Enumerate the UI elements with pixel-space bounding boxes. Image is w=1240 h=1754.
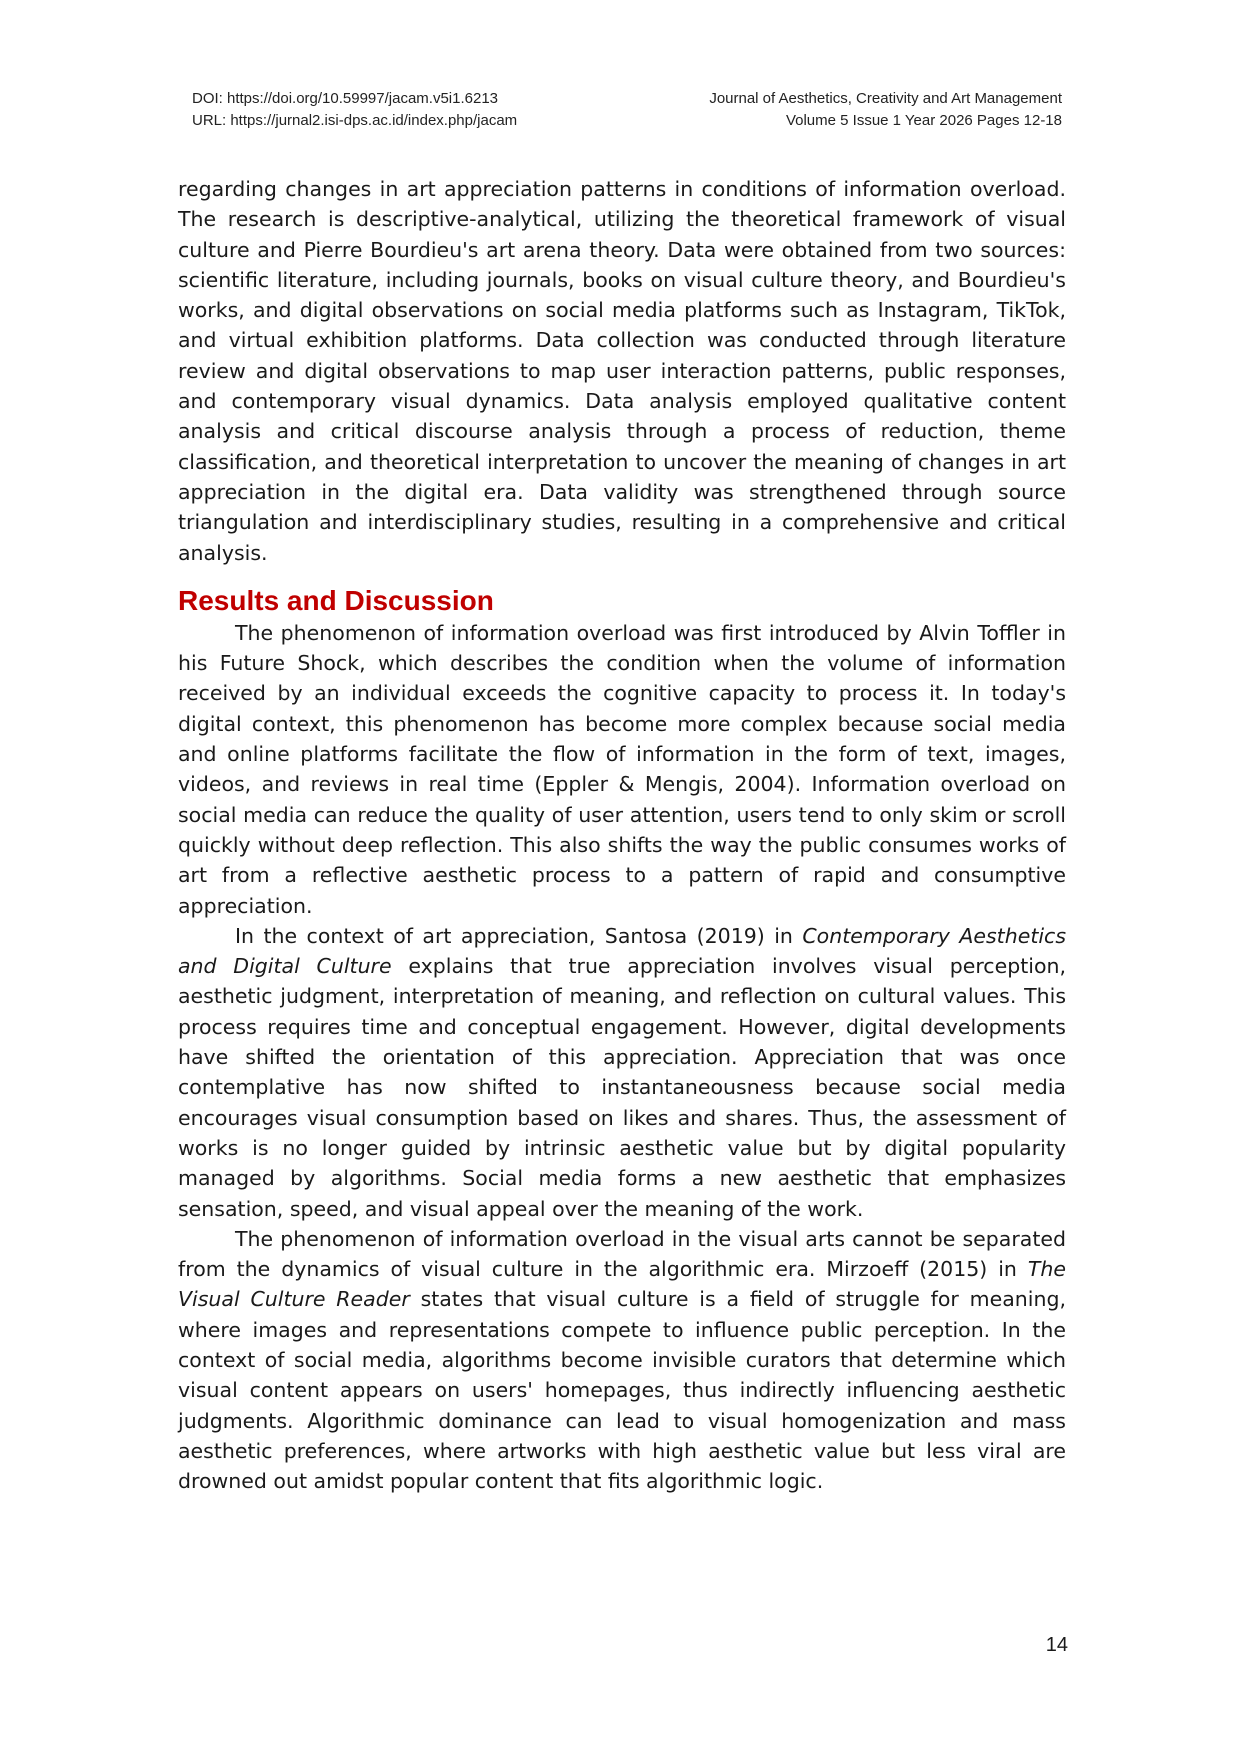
paragraph-1: The phenomenon of information overload was first introduced by Alvin Toffler in his Future Shock, which describes the condition when the volume of information received by an individual exceeds the cognitive capacity to process it. In today's digital context, this phenomenon has become more complex because social media and online platforms facilitate the flow of information in the form of text, images, videos, and reviews in real time (Eppler & Mengis, 2004). Information overload on social media can reduce the quality of user attention, users tend to only skim or scroll quickly without deep reflection. This also shifts the way the public consumes works of art from a reflective aesthetic process to a pattern of rapid and consumptive appreciation.	[178, 620, 1066, 918]
paragraph-2-before: In the context of art appreciation, Santosa (2019) in	[235, 923, 803, 948]
doi-text: DOI: https://doi.org/10.59997/jacam.v5i1.6213	[192, 90, 499, 107]
page-number: 14	[1045, 1634, 1068, 1656]
book-title-contemporary-aesthetics: Contemporary Aesthetics and Digital Culture	[178, 923, 1067, 979]
journal-name: Journal of Aesthetics, Creativity and Art Management	[709, 90, 1062, 107]
paragraph-3-before: The phenomenon of information overload in the visual arts cannot be separated from the dynamics of visual culture in the algorithmic era. Mirzoeff (2015) in	[178, 1226, 1066, 1282]
header-row-top	[192, 88, 1062, 110]
paragraph-3	[178, 1224, 1066, 1497]
method-paragraph: regarding changes in art appreciation patterns in conditions of information overload. The research is descriptive-analytical, utilizing the theoretical framework of visual culture and Pierre Bourdieu's art arena theory. Data were obtained from two sources: scientific literature, including journals, books on visual culture theory, and Bourdieu's works, and digital observations on social media platforms such as Instagram, TikTok, and virtual exhibition platforms. Data collection was conducted through literature review and digital observations to map user interaction patterns, public responses, and contemporary visual dynamics. Data analysis employed qualitative content analysis and critical discourse analysis through a process of reduction, theme classification, and theoretical interpretation to uncover the meaning of changes in art appreciation in the digital era. Data validity was strengthened through source triangulation and interdisciplinary studies, resulting in a comprehensive and critical analysis.	[178, 177, 1066, 565]
book-title-visual-culture-reader: The Visual Culture Reader	[178, 1257, 1066, 1312]
paragraph-3-after: states that visual culture is a field of struggle for meaning, where images and representations compete to influence public perception. In the context of social media, algorithms become invisible curators that determine which visual content appears on users' homepages, thus indirectly influencing aesthetic judgments. Algorithmic dominance can lead to visual homogenization and mass aesthetic preferences, where artworks with high aesthetic value but less viral are drowned out amidst popular content that fits algorithmic logic.	[178, 1287, 1066, 1494]
paragraph-2-after: explains that true appreciation involves visual perception, aesthetic judgment, interpretation of meaning, and reflection on cultural values. This process requires time and conceptual engagement. However, digital developments have shifted the orientation of this appreciation. Appreciation that was once contemplative has now shifted to instantaneousness because social media encourages visual consumption based on likes and shares. Thus, the assessment of works is no longer guided by intrinsic aesthetic value but by digital popularity managed by algorithms. Social media forms a new aesthetic that emphasizes sensation, speed, and visual appeal over the meaning of the work.	[178, 954, 1066, 1221]
page-header	[192, 88, 1062, 132]
section-heading: Results and Discussion	[178, 584, 494, 616]
issue-info: Volume 5 Issue 1 Year 2026 Pages 12-18	[785, 112, 1062, 129]
header-row-bottom	[192, 110, 1062, 132]
url-text: URL: https://jurnal2.isi-dps.ac.id/index.php/jacam	[192, 112, 518, 129]
article-body	[178, 174, 1066, 1496]
paragraph-2	[178, 921, 1066, 1224]
